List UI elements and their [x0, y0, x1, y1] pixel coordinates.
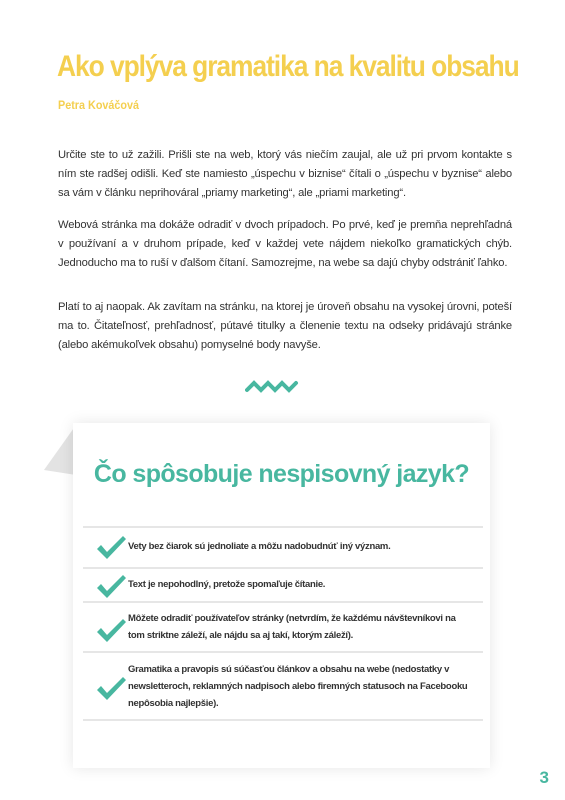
list-item-text: Text je nepohodlný, pretože spomaľuje čítanie.: [128, 579, 326, 590]
list-item: [83, 567, 483, 601]
list-item: [83, 526, 483, 567]
article-author: Petra Kováčová: [58, 98, 140, 112]
checkmark-icon: [95, 674, 127, 702]
check-list: [83, 526, 483, 721]
card-title: Čo spôsobuje nespisovný jazyk?: [93, 460, 470, 488]
article-title: Ako vplýva gramatika na kvalitu obsahu: [57, 50, 519, 83]
list-item: [83, 651, 483, 721]
page-number: 3: [539, 768, 549, 787]
info-card: [73, 423, 490, 768]
list-item: [83, 601, 483, 651]
list-item-text: Gramatika a pravopis sú súčasťou článkov a obsahu na webe (nedostatky v newsletteroch, reklamných nadpisoch alebo firemných statusoch na Facebooku nepôsobia najlepšie).: [128, 664, 468, 709]
zigzag-divider-icon: [245, 377, 299, 397]
checkmark-icon: [95, 533, 127, 561]
paragraph-2: Webová stránka ma dokáže odradiť v dvoch prípadoch. Po prvé, keď je premňa neprehľadná v používaní a v druhom prípade, keď v každej vete nájdem niekoľko gramatických chýb. Jednoducho ma to ruší v ďalšom čítaní. Samozrejme, na webe sa dajú chyby odstrániť ľahko.: [58, 219, 512, 269]
paragraph-3: Platí to aj naopak. Ak zavítam na stránku, na ktorej je úroveň obsahu na vysokej úrovni, poteší ma to. Čitateľnosť, prehľadnosť, pútavé titulky a členenie textu na odseky pridávajú stránke (alebo akémukoľvek obsahu) pomyselné body navyše.: [58, 301, 512, 351]
list-item-text: Môžete odradiť používateľov stránky (netvrdím, že každému návštevníkovi na tom striktne záleží, ale nájdu sa aj takí, ktorým záleží).: [128, 613, 456, 641]
paragraph-1: Určite ste to už zažili. Prišli ste na web, ktorý vás niečím zaujal, ale už pri prvom kontakte s ním ste radšej odišli. Keď ste namiesto „úspechu v biznise“ čítali o „úspechu v byznise“ alebo sa vám v článku neprihováral „priamy marketing“, ale „priami marketing“.: [58, 149, 512, 199]
checkmark-icon: [95, 616, 127, 644]
card-fold-shape: [44, 425, 76, 475]
list-item-text: Vety bez čiarok sú jednoliate a môžu nadobudnúť iný význam.: [128, 541, 391, 552]
checkmark-icon: [95, 572, 127, 600]
